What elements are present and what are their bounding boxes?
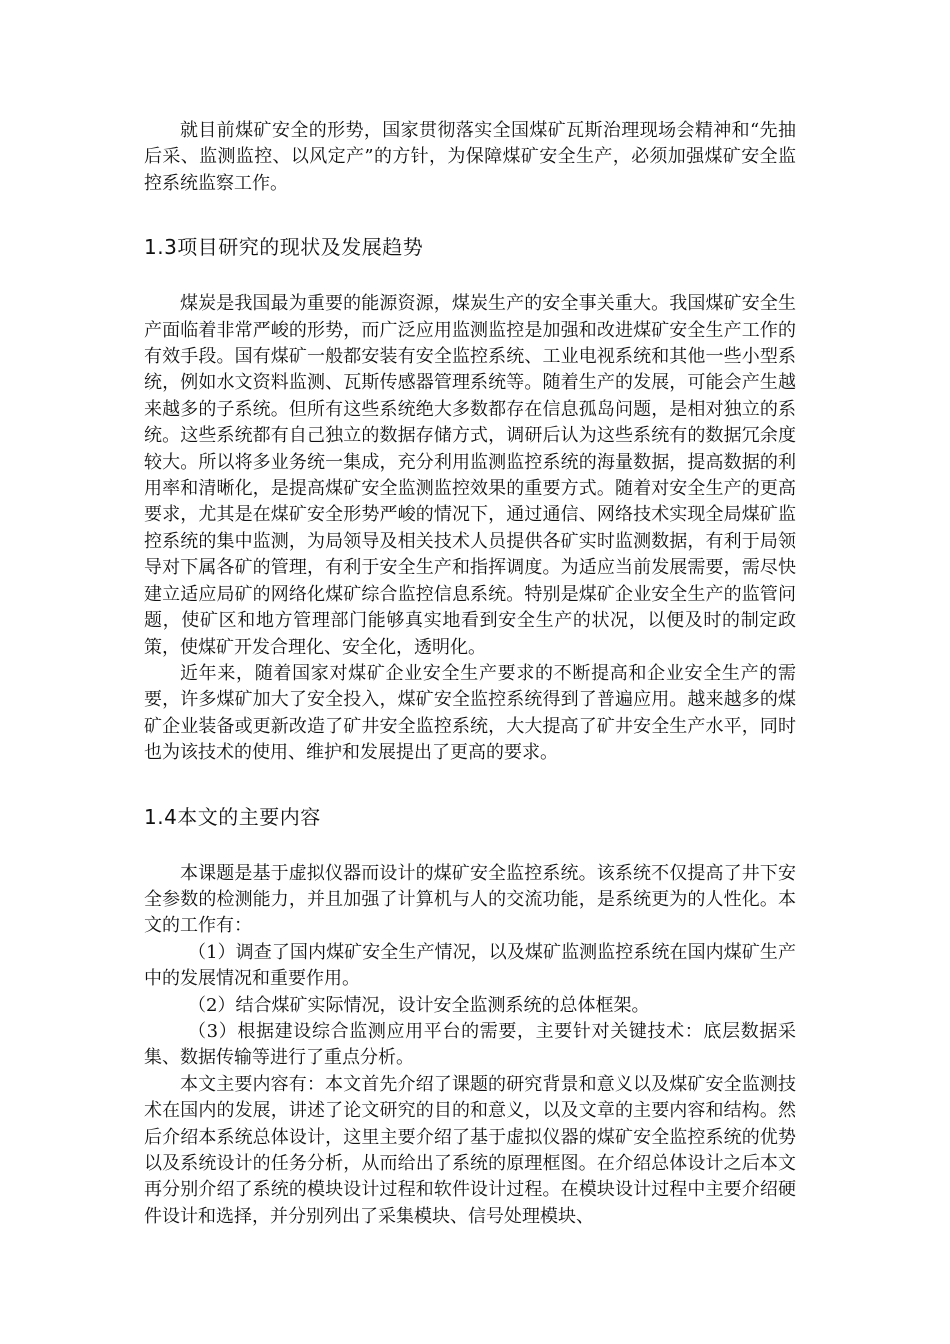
spacer — [144, 767, 796, 803]
work-item-2: （2）结合煤矿实际情况，设计安全监测系统的总体框架。 — [188, 994, 650, 1016]
section-1-4-heading: 1.4本文的主要内容 — [144, 804, 321, 829]
spacer — [144, 261, 796, 291]
intro-paragraph: 就目前煤矿安全的形势，国家贯彻落实全国煤矿瓦斯治理现场会精神和“先抽后采、监测监控、以风定产”的方针，为保障煤矿安全生产，必须加强煤矿安全监控系统监察工作。 — [144, 120, 796, 194]
work-item-1: （1）调查了国内煤矿安全生产情况，以及煤矿监测监控系统在国内煤矿生产中的发展情况和重要作用。 — [144, 941, 796, 990]
spacer — [144, 197, 796, 233]
section-1-4-paragraph-1: 本课题是基于虚拟仪器而设计的煤矿安全监控系统。该系统不仅提高了井下安全参数的检测能力，并且加强了计算机与人的交流功能，是系统更为的人性化。本文的工作有： — [144, 862, 796, 937]
document-page — [144, 118, 796, 1230]
spacer — [144, 831, 796, 861]
section-1-3-paragraph-1: 煤炭是我国最为重要的能源资源，煤炭生产的安全事关重大。我国煤矿安全生产面临着非常严峻的形势，而广泛应用监测监控是加强和改进煤矿安全生产工作的有效手段。国有煤矿一般都安装有安全监控系统、工业电视系统和其他一些小型系统，例如水文资料监测、瓦斯传感器管理系统等。随着生产的发展，可能会产生越来越多的子系统。但所有这些系统绝大多数都存在信息孤岛问题，是相对独立的系统。这些系统都有自己独立的数据存储方式，调研后认为这些系统有的数据冗余度较大。所以将多业务统一集成，充分利用监测监控系统的海量数据，提高数据的利用率和清晰化，是提高煤矿安全监测监控效果的重要方式。随着对安全生产的更高要求，尤其是在煤矿安全形势严峻的情况下，通过通信、网络技术实现全局煤矿监控系统的集中监测，为局领导及相关技术人员提供各矿实时监测数据，有利于局领导对下属各矿的管理，有利于安全生产和指挥调度。为适应当前发展需要，需尽快建立适应局矿的网络化煤矿综合监控信息系统。特别是煤矿企业安全生产的监管问题，使矿区和地方管理部门能够真实地看到安全生产的状况，以便及时的制定政策，使煤矿开发合理化、安全化，透明化。 — [144, 293, 796, 658]
work-item-3: （3）根据建设综合监测应用平台的需要，主要针对关键技术：底层数据采集、数据传输等进行了重点分析。 — [144, 1020, 796, 1069]
section-1-4-paragraph-2: 本文主要内容有：本文首先介绍了课题的研究背景和意义以及煤矿安全监测技术在国内的发展，讲述了论文研究的目的和意义，以及文章的主要内容和结构。然后介绍本系统总体设计，这里主要介绍了基于虚拟仪器的煤矿安全监控系统的优势以及系统设计的任务分析，从而给出了系统的原理框图。在介绍总体设计之后本文再分别介绍了系统的模块设计过程和软件设计过程。在模块设计过程中主要介绍硬件设计和选择，并分别列出了采集模块、信号处理模块、 — [144, 1073, 796, 1227]
section-1-3-paragraph-2: 近年来，随着国家对煤矿企业安全生产要求的不断提高和企业安全生产的需要，许多煤矿加大了安全投入，煤矿安全监控系统得到了普遍应用。越来越多的煤矿企业装备或更新改造了矿井安全监控系统，大大提高了矿井安全生产水平，同时也为该技术的使用、维护和发展提出了更高的要求。 — [144, 662, 796, 764]
section-1-3-heading: 1.3项目研究的现状及发展趋势 — [144, 235, 424, 260]
